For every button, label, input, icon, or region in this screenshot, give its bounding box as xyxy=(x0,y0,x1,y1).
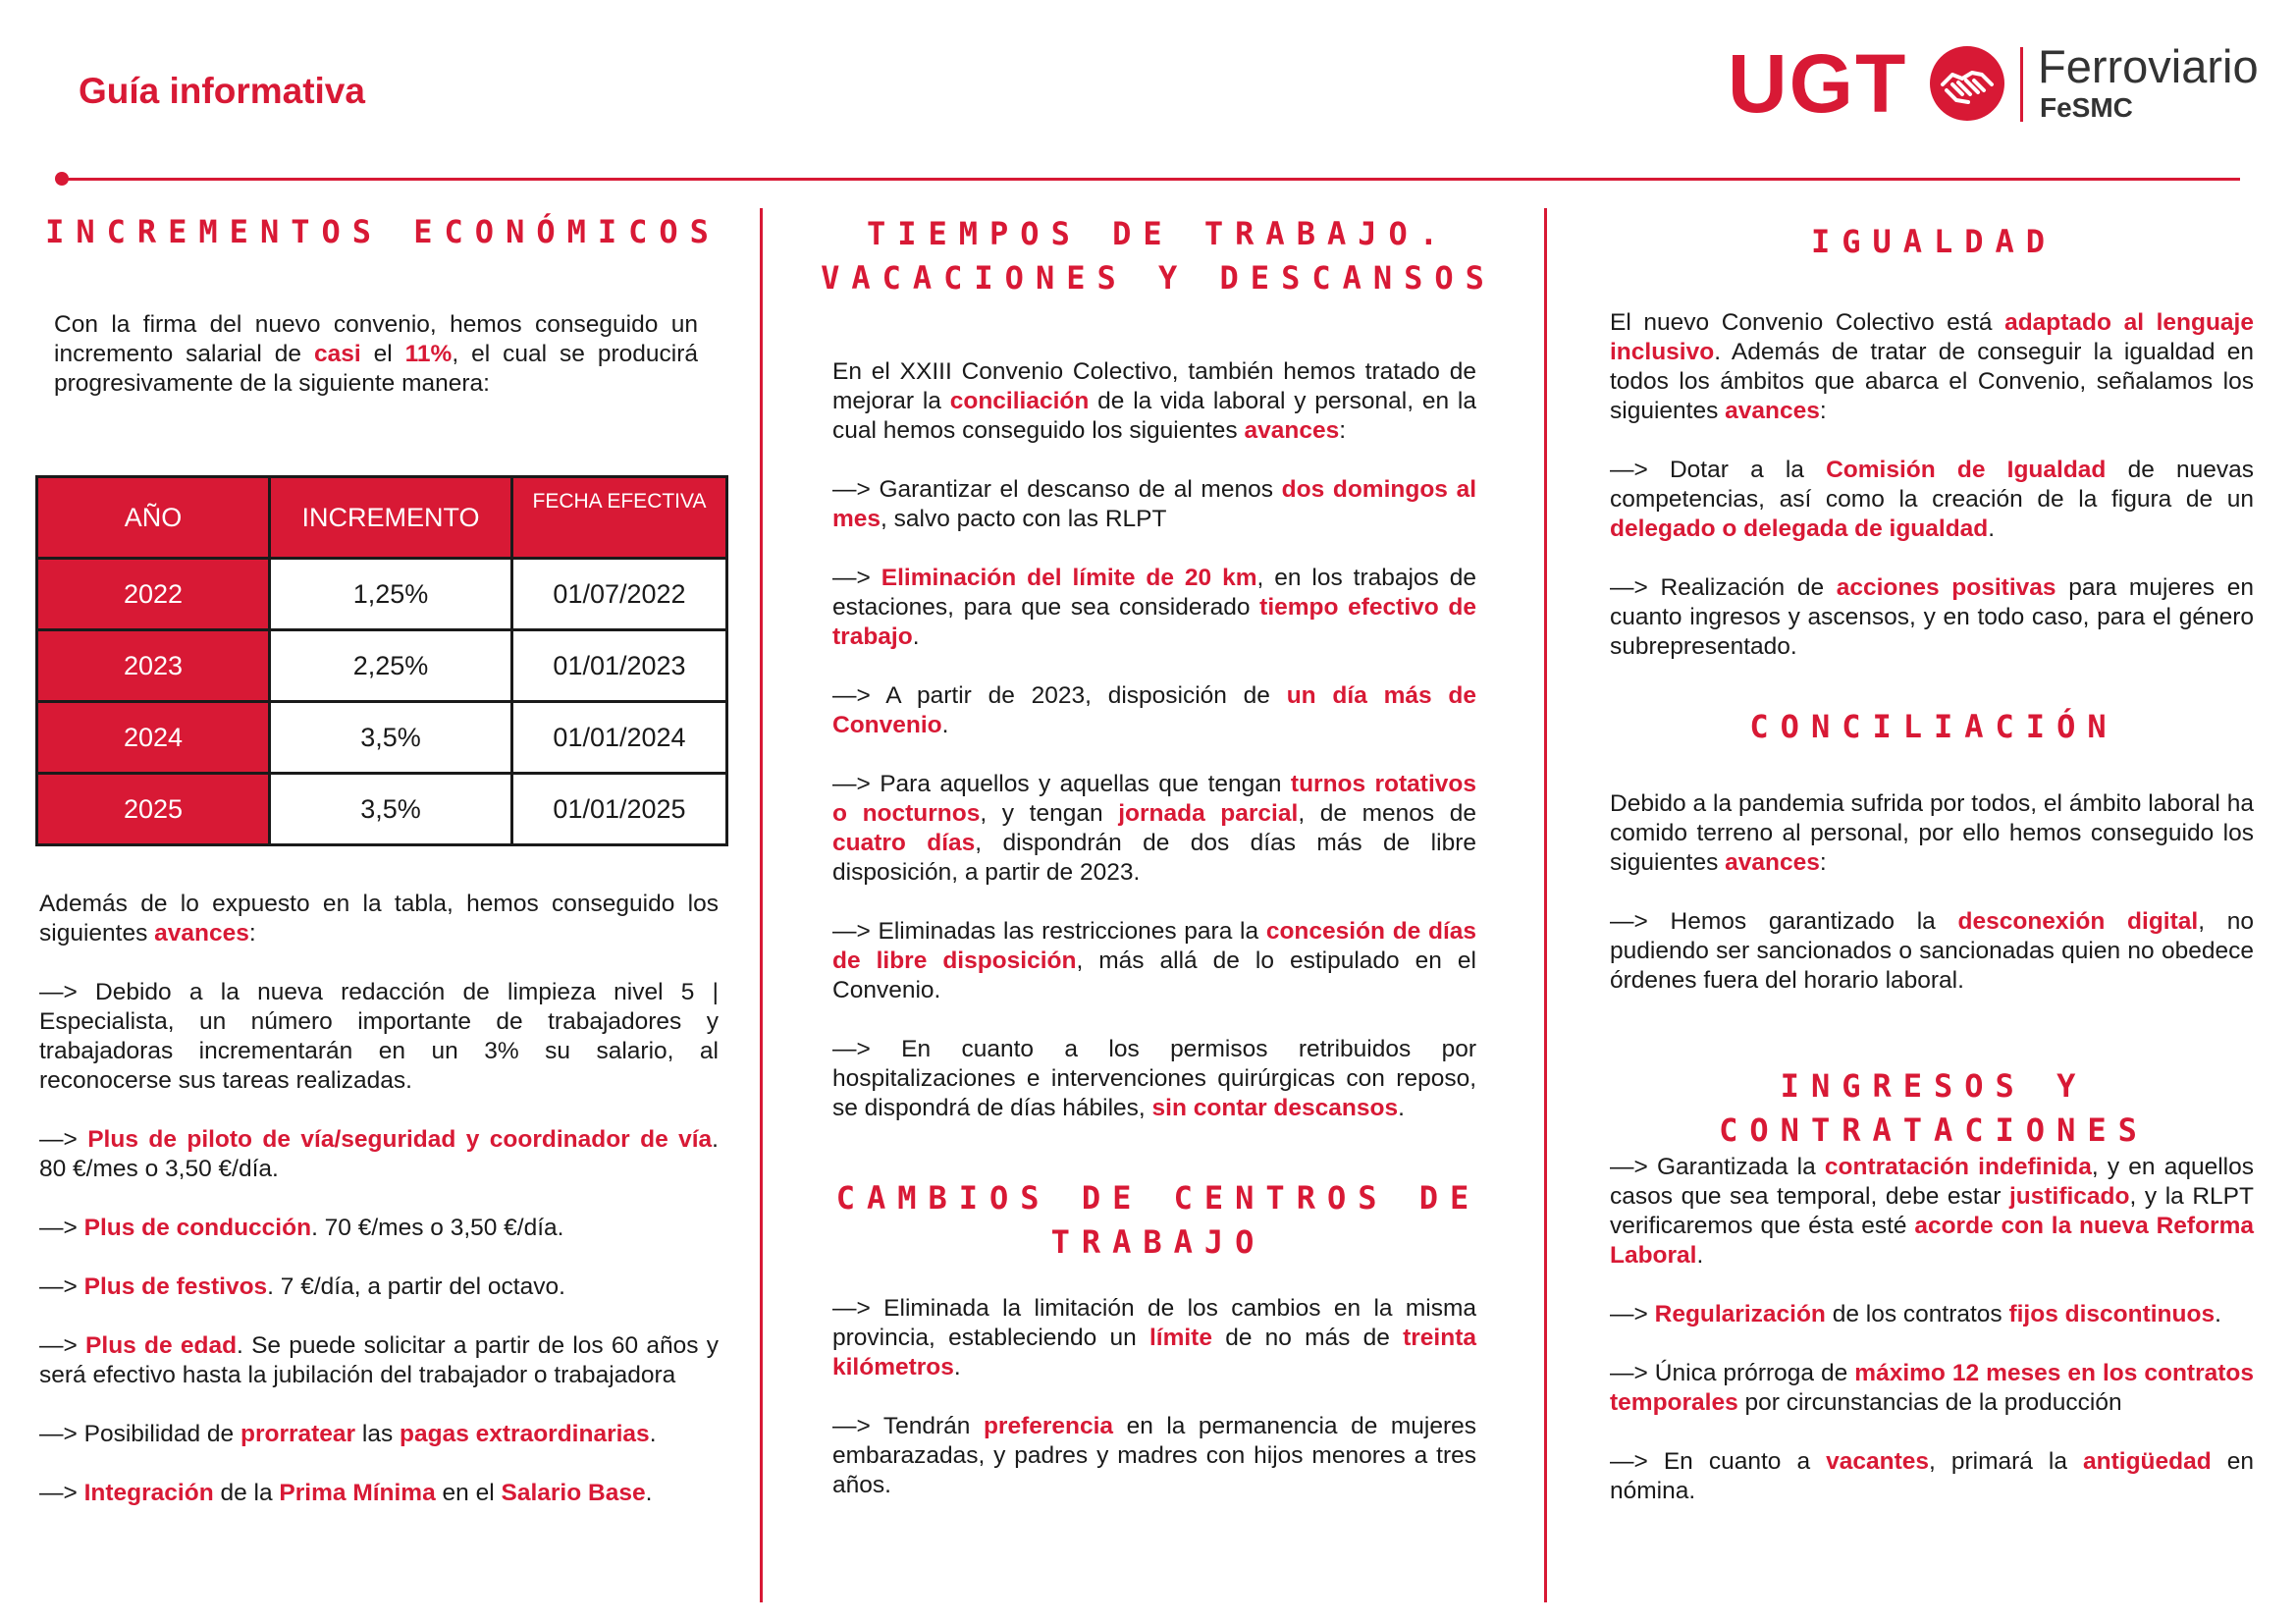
plus-piloto-item: —> Plus de piloto de vía/seguridad y coordinador de vía. 80 €/mes o 3,50 €/día. xyxy=(39,1126,719,1182)
heading-cambios: CAMBIOS DE CENTROS DE xyxy=(835,1179,1481,1217)
col2-body xyxy=(832,357,1476,1153)
table-row xyxy=(37,774,727,845)
dia-convenio-item: —> A partir de 2023, disposición de un día más de Convenio. xyxy=(832,682,1476,738)
heading-ingresos: INGRESOS Y CONTRATACIONES xyxy=(1719,1067,2149,1149)
limite-20km-item: —> Eliminación del límite de 20 km, en los trabajos de estaciones, para que sea considerado tiempo efectivo de trabajo. xyxy=(832,565,1476,650)
table-row xyxy=(37,702,727,774)
plus-edad-item: —> Plus de edad. Se puede solicitar a partir de los 60 años y será efectivo hasta la jubilación del trabajador o trabajadora xyxy=(39,1332,719,1388)
table-cell: 2025 xyxy=(37,774,270,845)
table-header: INCREMENTO xyxy=(270,477,512,559)
table-row xyxy=(37,559,727,630)
table-cell: 2,25% xyxy=(270,630,512,702)
heading-tiempos: TIEMPOS DE TRABAJO. xyxy=(866,215,1451,252)
col1-intro: Con la firma del nuevo convenio, hemos conseguido un incremento salarial de casi el 11%, el cual se producirá progresivamente de la siguiente manera: xyxy=(54,311,699,397)
table-cell: 3,5% xyxy=(270,702,512,774)
heading-trabajo: TRABAJO xyxy=(1050,1223,1266,1261)
integracion-item: —> Integración de la Prima Mínima en el Salario Base. xyxy=(39,1480,653,1506)
table-cell: 01/07/2022 xyxy=(512,559,727,630)
table-cell: 3,5% xyxy=(270,774,512,845)
heading-incrementos: INCREMENTOS ECONÓMICOS xyxy=(45,213,721,250)
pandemia-item: Debido a la pandemia sufrida por todos, el ámbito laboral ha comido terreno al personal, por ello hemos conseguido los siguientes avances: xyxy=(1610,790,2254,876)
table-cell: 1,25% xyxy=(270,559,512,630)
preferencia-item: —> Tendrán preferencia en la permanencia de mujeres embarazadas, y padres y madres con hijos menores a tres años. xyxy=(832,1413,1476,1498)
col1-body xyxy=(39,890,719,1538)
logo-subtitle: FeSMC xyxy=(2040,92,2133,123)
contratacion-item: —> Garantizada la contratación indefinida, y en aquellos casos que sea temporal, debe estar justificado, y la RLPT verificaremos que ésta esté acorde con la nueva Reforma Laboral. xyxy=(1610,1154,2254,1269)
logo-separator xyxy=(2020,47,2023,122)
table-header: AÑO xyxy=(37,477,270,559)
col2-intro: En el XXIII Convenio Colectivo, también hemos tratado de mejorar la conciliación de la vida laboral y personal, en la cual hemos conseguido los siguientes avances: xyxy=(832,358,1476,444)
table-cell: 2024 xyxy=(37,702,270,774)
heading-vacaciones: VACACIONES Y DESCANSOS xyxy=(821,259,1496,297)
logo-brand: Ferroviario xyxy=(2038,40,2259,92)
col3-intro: El nuevo Convenio Colectivo está adaptado al lenguaje inclusivo. Además de tratar de conseguir la igualdad en todos los ámbitos que abarca el Convenio, señalamos los siguientes avances: xyxy=(1610,309,2254,424)
comision-item: —> Dotar a la Comisión de Igualdad de nuevas competencias, así como la creación de la figura de un delegado o delegada de igualdad. xyxy=(1610,457,2254,542)
table-cell: 01/01/2024 xyxy=(512,702,727,774)
table-cell: 2023 xyxy=(37,630,270,702)
col2-cambios-body xyxy=(832,1294,1476,1530)
plus-festivos-item: —> Plus de festivos. 7 €/día, a partir del octavo. xyxy=(39,1273,565,1300)
domingos-item: —> Garantizar el descanso de al menos dos domingos al mes, salvo pacto con las RLPT xyxy=(832,476,1477,532)
plus-conduccion-item: —> Plus de conducción. 70 €/mes o 3,50 €/día. xyxy=(39,1215,564,1241)
logo-ugt-text: UGT xyxy=(1728,37,1908,130)
increments-table xyxy=(35,475,728,846)
table-header-row xyxy=(37,477,727,559)
after-table-text: Además de lo expuesto en la tabla, hemos conseguido los siguientes avances: xyxy=(39,891,719,947)
vacantes-item: —> En cuanto a vacantes, primará la antigüedad en nómina. xyxy=(1610,1448,2254,1504)
table-cell: 01/01/2025 xyxy=(512,774,727,845)
table-header: FECHA EFECTIVA xyxy=(512,477,727,559)
table-cell: 2022 xyxy=(37,559,270,630)
limitacion-item: —> Eliminada la limitación de los cambios en la misma provincia, estableciendo un límite de no más de treinta kilómetros. xyxy=(832,1295,1476,1380)
regularizacion-item: —> Regularización de los contratos fijos discontinuos. xyxy=(1610,1301,2221,1327)
prorratear-item: —> Posibilidad de prorratear las pagas extraordinarias. xyxy=(39,1421,657,1447)
libre-disposicion-item: —> Eliminadas las restricciones para la concesión de días de libre disposición, más allá de lo estipulado en el Convenio. xyxy=(832,918,1477,1003)
table-row xyxy=(37,630,727,702)
acciones-item: —> Realización de acciones positivas para mujeres en cuanto ingresos y ascensos, y en todo caso, para el género subrepresentado. xyxy=(1610,574,2254,660)
permisos-item: —> En cuanto a los permisos retribuidos por hospitalizaciones e intervenciones quirúrgicas con reposo, se dispondrá de días hábiles, sin contar descansos. xyxy=(832,1036,1476,1121)
column-divider xyxy=(1544,208,1547,1602)
heading-conciliacion: CONCILIACIÓN xyxy=(1749,708,2118,745)
header-rule xyxy=(61,178,2240,181)
col3-igualdad-body xyxy=(1610,308,2254,691)
column-divider xyxy=(760,208,763,1602)
col3-conciliacion-body xyxy=(1610,789,2254,1025)
desconexion-item: —> Hemos garantizado la desconexión digital, no pudiendo ser sancionados o sancionadas quien no obedece órdenes fuera del horario laboral. xyxy=(1610,908,2254,994)
col3-ingresos-body xyxy=(1610,1153,2254,1536)
heading-igualdad: IGUALDAD xyxy=(1810,223,2057,260)
table-cell: 01/01/2023 xyxy=(512,630,727,702)
handshake-icon xyxy=(1929,45,2005,122)
prorroga-item: —> Única prórroga de máximo 12 meses en los contratos temporales por circunstancias de la producción xyxy=(1610,1360,2254,1416)
turnos-item: —> Para aquellos y aquellas que tengan turnos rotativos o nocturnos, y tengan jornada parcial, de menos de cuatro días, dispondrán de dos días más de libre disposición, a partir de 2023. xyxy=(832,771,1476,886)
document-title: Guía informativa xyxy=(79,71,365,111)
ugt-logo xyxy=(1728,39,2258,128)
limpieza-item: —> Debido a la nueva redacción de limpieza nivel 5 | Especialista, un número importante de trabajadores y trabajadoras incrementarán en un 3% su salario, al reconocerse sus tareas realizadas. xyxy=(39,979,719,1094)
